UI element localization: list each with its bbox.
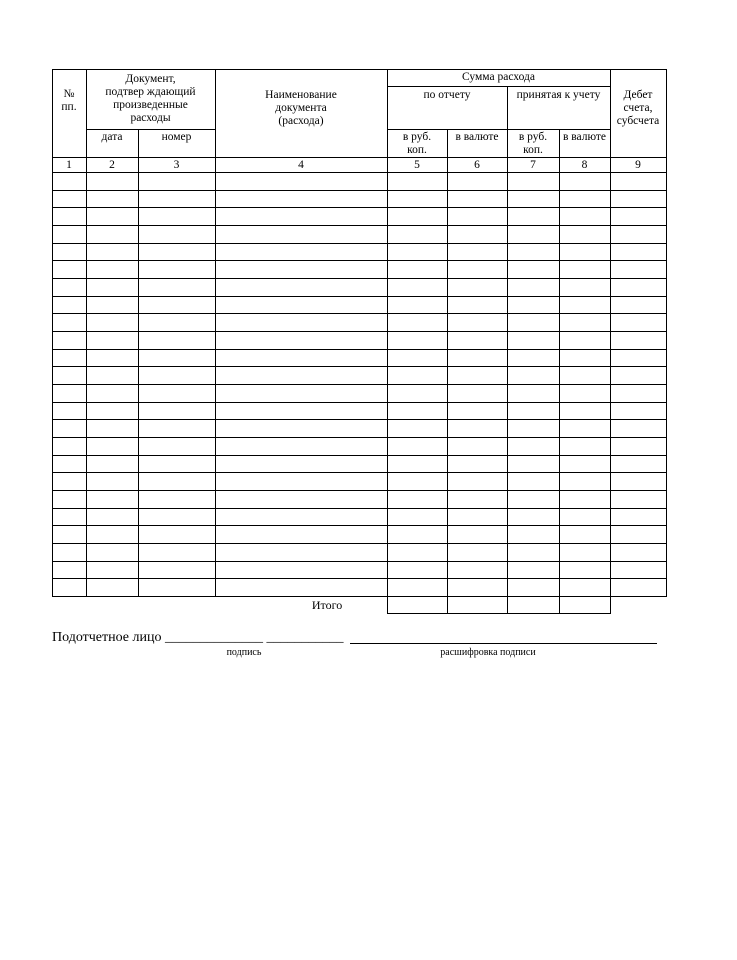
header-currency-1: в валюте [455,131,499,143]
table-row [52,455,667,456]
decipher-line [350,643,657,644]
signature-caption: подпись [226,647,262,658]
column-number: 2 [109,159,115,171]
table-row [52,402,667,403]
total-row-bottom [387,613,611,614]
header-doc-name: Наименование документа (расхода) [265,89,337,127]
decipher-caption: расшифровка подписи [440,647,536,658]
header-accepted: принятая к учету [516,89,601,101]
header-expense-sum: Сумма расхода [462,71,535,83]
col-divider [86,69,87,596]
table-row [52,508,667,509]
table-top-border [52,69,667,70]
header-rub-kop-1: в руб. коп. [402,131,432,156]
table-row [52,172,667,173]
table-right-border [666,69,667,596]
col-divider [507,86,508,614]
table-row [52,296,667,297]
table-row [52,349,667,350]
table-row [52,525,667,526]
column-number: 3 [173,159,180,171]
table-row [52,419,667,420]
column-number: 6 [474,159,480,171]
table-row [52,578,667,579]
table-row [52,278,667,279]
col-divider [215,69,216,596]
column-number: 5 [414,159,420,171]
table-row [52,243,667,244]
header-col-no: № пп. [61,88,77,113]
table-row [52,190,667,191]
col-divider [559,129,560,614]
header-document-group: Документ, подтвер ждающий произведенные расходы [105,73,196,124]
header-by-report: по отчету [423,89,471,101]
col-divider [610,69,611,614]
column-number: 8 [581,159,588,171]
table-row [52,596,667,597]
accountable-person-label: Подотчетное лицо ______________ ___________ [52,630,344,645]
table-row [52,366,667,367]
table-left-border [52,69,53,596]
col-divider [387,69,388,614]
table-row [52,207,667,208]
column-number: 9 [635,159,641,171]
header-debit: Дебет счета, субсчета [616,89,660,127]
table-row [52,472,667,473]
table-row [52,437,667,438]
table-row [52,490,667,491]
header-divider-sum-sub [387,129,610,130]
table-row [52,225,667,226]
total-label: Итого [311,598,343,612]
header-currency-2: в валюте [562,131,607,143]
header-bottom [52,157,667,158]
table-row [52,331,667,332]
column-number: 7 [530,159,536,171]
header-divider-doc [86,129,215,130]
table-row [52,260,667,261]
header-rub-kop-2: в руб. коп. [518,131,548,156]
col-divider [447,129,448,614]
header-number: номер [161,131,192,143]
header-divider-sum [387,86,610,87]
table-row [52,384,667,385]
column-number: 4 [298,159,304,171]
table-row [52,313,667,314]
header-date: дата [101,131,123,143]
column-number: 1 [66,159,72,171]
table-row [52,543,667,544]
table-row [52,561,667,562]
